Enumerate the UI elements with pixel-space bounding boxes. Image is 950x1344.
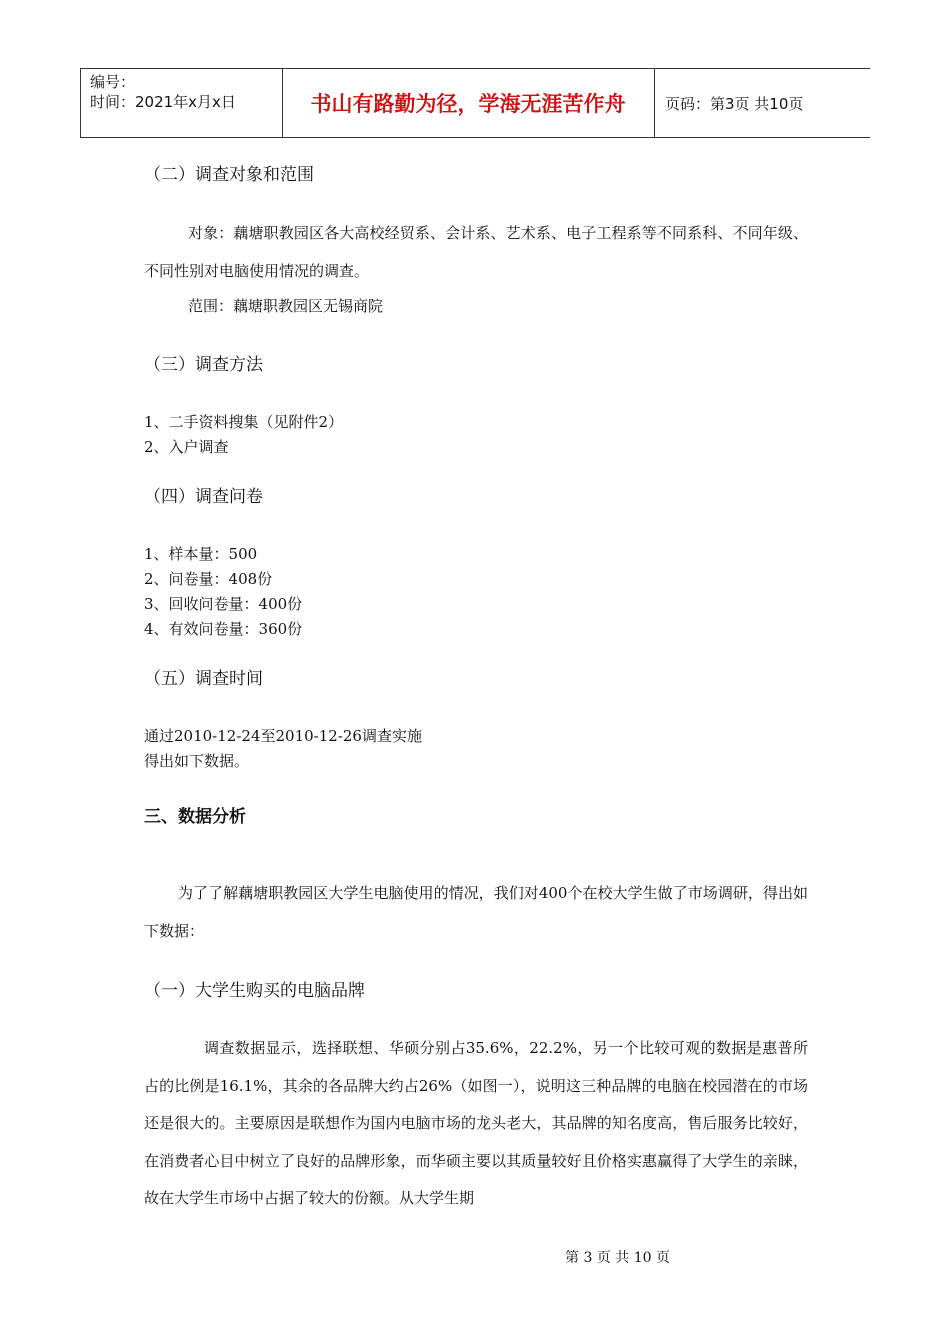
section-5-title: （五）调查时间 — [144, 669, 263, 689]
list-item: 1、样本量：500 — [144, 545, 258, 563]
page-header — [80, 68, 870, 138]
header-time: 时间：2021年x月x日 — [90, 93, 236, 111]
part-3-intro: 为了了解藕塘职教园区大学生电脑使用的情况，我们对400个在校大学生做了市场调研，得出如下数据： — [144, 884, 808, 940]
survey-result-line: 得出如下数据。 — [144, 752, 250, 770]
list-item: 4、有效问卷量：360份 — [144, 620, 303, 638]
header-page-info: 页码：第3页 共10页 — [665, 94, 804, 113]
list-item: 1、二手资料搜集（见附件2） — [144, 413, 344, 431]
list-item: 2、问卷量：408份 — [144, 570, 273, 588]
page-footer: 第 3 页 共 10 页 — [565, 1250, 670, 1266]
subsection-1-body: 调查数据显示，选择联想、华硕分别占35.6%，22.2%，另一个比较可观的数据是惠普所占的比例是16.1%，其余的各品牌大约占26%（如图一），说明这三种品牌的电脑在校园潜在的市场还是很大的。主要原因是联想作为国内电脑市场的龙头老大，其品牌的知名度高，售后服务比较好，在消费者心目中树立了良好的品牌形象，而华硕主要以其质量较好且价格实惠赢得了大学生的亲睐，故在大学生市场中占据了较大的份额。从大学生期 — [144, 1039, 808, 1207]
header-number: 编号： — [90, 73, 136, 91]
header-meta — [90, 72, 236, 112]
header-border-left — [80, 69, 81, 137]
part-3-title: 三、数据分析 — [144, 807, 246, 827]
list-item: 2、入户调查 — [144, 438, 229, 456]
subsection-1-title: （一）大学生购买的电脑品牌 — [144, 981, 365, 1001]
header-motto: 书山有路勤为径，学海无涯苦作舟 — [310, 92, 626, 116]
list-item: 3、回收问卷量：400份 — [144, 595, 303, 613]
section-3-title: （三）调查方法 — [144, 355, 263, 375]
section-2-title: （二）调查对象和范围 — [144, 165, 314, 185]
section-2-object: 对象：藕塘职教园区各大高校经贸系、会计系、艺术系、电子工程系等不同系科、不同年级、不同性别对电脑使用情况的调查。 — [144, 224, 808, 280]
section-4-title: （四）调查问卷 — [144, 487, 263, 507]
section-2-scope: 范围：藕塘职教园区无锡商院 — [188, 297, 384, 315]
survey-time-line: 通过2010-12-24至2010-12-26调查实施 — [144, 727, 422, 745]
